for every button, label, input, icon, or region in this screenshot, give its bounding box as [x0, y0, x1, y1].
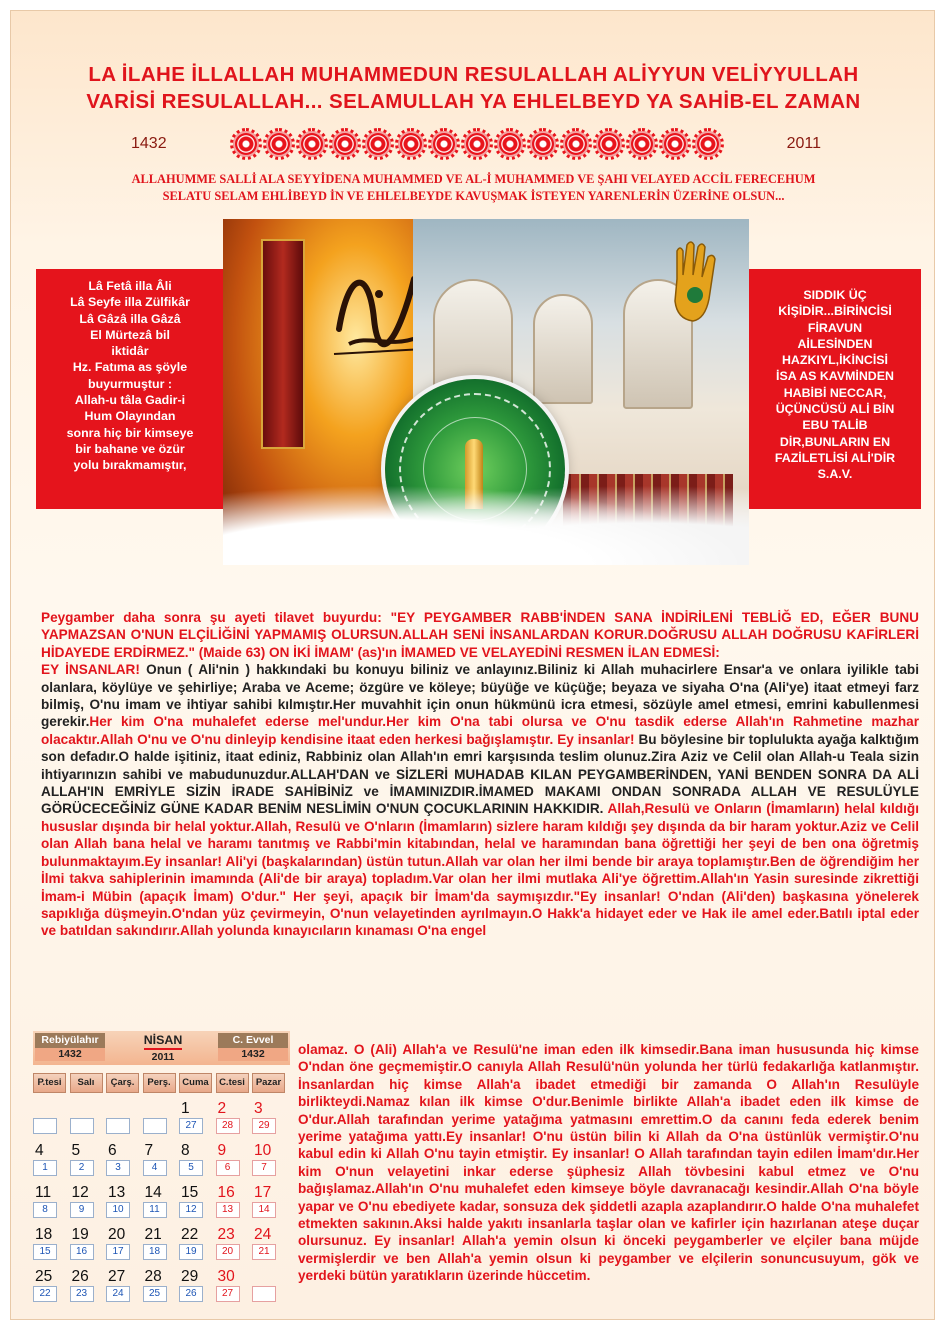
- calendar-month: NİSAN: [143, 1033, 183, 1047]
- gregorian-day: 21: [144, 1226, 162, 1243]
- hijri-day: 25: [143, 1286, 167, 1302]
- rosette-icon: [299, 131, 325, 157]
- hijri-day: 29: [252, 1118, 276, 1134]
- hijri-year-left: 1432: [35, 1048, 105, 1061]
- calendar-day-cell: [216, 1100, 249, 1135]
- gregorian-day: 14: [144, 1184, 162, 1201]
- calendar-day-cell: [179, 1184, 212, 1219]
- gregorian-day: 16: [217, 1184, 235, 1201]
- rosette-icon: [365, 131, 391, 157]
- text-para-2: Her kim O'na muhalefet ederse mel'undur.Her kim O'na tabi olursa ve O'nu tasdik ederse Allah'ın Rahmetine mazhar olacaktır.Allah O'nu ve O'nu dinleyip kendisine itaat eden herkesi bağışlamıştır. Ey insanlar!: [41, 714, 919, 747]
- gregorian-day: 10: [254, 1142, 272, 1159]
- rosette-icon: [662, 131, 688, 157]
- gregorian-day: 24: [254, 1226, 272, 1243]
- hijri-day: 4: [143, 1160, 167, 1176]
- hijri-day: 22: [33, 1286, 57, 1302]
- calendar-day-cell: [216, 1142, 249, 1177]
- hijri-day: 8: [33, 1202, 57, 1218]
- calendar-day-cell: [106, 1226, 139, 1261]
- gregorian-day: 18: [35, 1226, 53, 1243]
- gregorian-day: 23: [217, 1226, 235, 1243]
- rosette-icon: [596, 131, 622, 157]
- right-quote-line: FAZİLETLİSİ ALİ'DİR: [774, 450, 896, 465]
- weekday-label: Çarş.: [106, 1073, 139, 1093]
- right-quote-line: S.A.V.: [817, 467, 853, 482]
- calendar-day-cell: [252, 1142, 285, 1177]
- year-hijri: 1432: [131, 135, 167, 152]
- right-quote-line: KİŞİDİR...BİRİNCİSİ: [778, 304, 892, 319]
- gregorian-day: 12: [71, 1184, 89, 1201]
- hijri-day: 11: [143, 1202, 167, 1218]
- gregorian-day: 1: [181, 1100, 190, 1117]
- left-quote-line: Allah-u tâla Gadir-i: [74, 393, 186, 408]
- hijri-day: 16: [70, 1244, 94, 1260]
- main-text: [41, 609, 919, 940]
- hijri-month-right: C. Evvel: [218, 1033, 288, 1048]
- rosette-icon: [398, 131, 424, 157]
- calendar-day-cell: [33, 1142, 66, 1177]
- calendar-day-cell: [106, 1268, 139, 1303]
- calendar-day-cell: [70, 1100, 103, 1135]
- hijri-month-left: Rebiyülahır: [35, 1033, 105, 1048]
- gregorian-day: 13: [108, 1184, 126, 1201]
- weekday-label: Pazar: [252, 1073, 285, 1093]
- weekday-label: C.tesi: [216, 1073, 249, 1093]
- right-quote-line: ÜÇÜNCÜSÜ ALİ BİN: [775, 402, 895, 417]
- hijri-day: 27: [179, 1118, 203, 1134]
- gregorian-day: 11: [35, 1184, 52, 1201]
- hijri-day: 17: [106, 1244, 130, 1260]
- gregorian-day: 3: [254, 1100, 263, 1117]
- text-para-4: Allah,Resulü ve Onların (İmamların) helal kıldığı hususlar dışında bir helal yoktur.Allah, Resulü ve O'nların (İmamların) sizlere haram kıldığı şey dışında da bir haram yoktur.Aziz ve Celil olan Allah bana helal ve haramı tanıtmış ve Rabbi'min kitabından, helal ve haramından bana öğrettiği her şeyi de ben ona öğretmiş bulunmaktayım.Ey insanlar! Ali'yi (başkalarından) üstün tutun.Allah var olan her ilmi bende bir araya toplamıştır.Ben de öğrendiğim her İlmi takva sahiplerinin imamında (Ali'de bir araya) topladım.Var olan her ilmi mutlaka Ali'ye öğrettim.Allah'ın Yasin suresinde zikrettiği İmam-i Mübin (apaçık İmam) O'dur." Her şeyi, apaçık bir İmam'da saymışızdır."Ey insanlar! O'ndan (Ali'den) başkasına yönelerek sapıklığa düşmeyin.O'ndan yüz çevirmeyin, O'nun velayetinden ayrılmayın.O Hakk'a hidayet eder ve Hak ile amel eder.Batılı iptal eder ve batıldan sakındırır.Allah yolunda kınayıcıların kınaması O'na engel: [41, 801, 919, 939]
- text-para-1: Onun ( Ali'nin ) hakkındaki bu konuyu biliniz ve anlayınız.Biliniz ki Allah muhacirlere Ensar'a ve onlara iyilikle tabi olanlara, köylüye ve şehirliye; Araba ve Aceme; özgüre ve köleye; büyüğe ve küçüğe; beyaza ve siyaha O'na (Ali'ye) itaat etmeyi farz bilmiş, O'nu imam ve ihtiyar sahibi kılmıştır.Her muvahhit için onun hükmünü icra etmesi, sözüyle amel etmesi, emrini kabullenmesi gerekir.: [41, 662, 920, 730]
- right-quote-line: EBU TALİB: [802, 418, 868, 433]
- calendar-day-cell: [70, 1142, 103, 1177]
- hijri-day: 14: [252, 1202, 276, 1218]
- gregorian-day: 2: [217, 1100, 227, 1117]
- calendar-april-2011: [33, 1031, 290, 1316]
- rosette-icon: [266, 131, 292, 157]
- right-quote-line: HAZKIYL,İKİNCİSİ: [781, 353, 888, 368]
- left-quote-line: bir bahane ve özür: [75, 441, 185, 456]
- year-gregorian: 2011: [786, 135, 821, 152]
- hijri-day: 12: [179, 1202, 203, 1218]
- right-quote-line: İSA AS KAVMİNDEN: [776, 369, 894, 384]
- gregorian-day: 9: [217, 1142, 227, 1159]
- calendar-day-cell: [143, 1226, 176, 1261]
- hijri-day: 23: [70, 1286, 94, 1302]
- right-quote-line: HABİBİ NECCAR,: [783, 385, 887, 400]
- gregorian-day: 19: [71, 1226, 89, 1243]
- calendar-day-cell: [33, 1226, 66, 1261]
- calendar-day-cell: [252, 1268, 285, 1303]
- calendar-header: [33, 1031, 290, 1065]
- calendar-grid: [33, 1100, 290, 1303]
- gregorian-day: 29: [181, 1268, 199, 1285]
- gregorian-day: 17: [254, 1184, 272, 1201]
- subtitle: [11, 171, 936, 205]
- gregorian-day: 28: [144, 1268, 162, 1285]
- left-quote-line: Hz. Fatıma as şöyle: [72, 360, 188, 375]
- calendar-day-cell: [179, 1268, 212, 1303]
- left-quote-line: Lâ Gâzâ illa Gâzâ: [79, 311, 181, 326]
- calendar-day-cell: [252, 1184, 285, 1219]
- hijri-day: 10: [106, 1202, 130, 1218]
- rosette-icon: [695, 131, 721, 157]
- left-quote-line: Lâ Fetâ illa Âli: [88, 279, 172, 293]
- rosette-icon: [497, 131, 523, 157]
- header-line-1: LA İLAHE İLLALLAH MUHAMMEDUN RESULALLAH ALİYYUN VELİYYULLAH: [88, 63, 859, 86]
- hijri-day: 19: [179, 1244, 203, 1260]
- poster-page: [10, 10, 935, 1320]
- calendar-day-cell: [106, 1142, 139, 1177]
- gregorian-day: 25: [35, 1268, 53, 1285]
- calendar-day-cell: [143, 1268, 176, 1303]
- left-quote-line: iktidâr: [111, 344, 149, 359]
- gregorian-day: 20: [108, 1226, 126, 1243]
- hijri-day: 20: [216, 1244, 240, 1260]
- rosette-ornaments: [233, 131, 721, 157]
- subtitle-line-2: SELATU SELAM EHLİBEYD İN VE EHLELBEYDE KAVUŞMAK İSTEYEN YARENLERİN ÜZERİNE OLSUN...: [162, 189, 785, 203]
- text-para-3: Bu böylesine bir toplulukta ayağa kalktığım son defadır.O halde işitiniz, itaat ediniz, Rabbiniz olan Allah'ın emri karşısında teslim olunuz.Zira Aziz ve Celil olan Allah-u Teala sizin ihtiyarınızın sahibi ve mabudunuzdur.ALLAH'DAN ve SİZLERİ MUHADAB KILAN PEYGAMBERİNDEN, YANİ BENDEN SONRA DA ALİ ALLAH'IN EMRİYLE SİZİN İRADE SAHİBİNİZ ve İMAMINIZDIR.İMAMED MAKAMI ONDAN SONRADA ALLAH VE RESULÜYLE GÖRÜCECEĞİNİZ GÜNE KADAR BENİM NESLİMİN O'NUN ÇOCUKLARININ HAKKIDIR.: [41, 731, 919, 817]
- calendar-day-cell: [216, 1184, 249, 1219]
- hamsa-hand-icon: [665, 239, 725, 329]
- calendar-day-cell: [33, 1184, 66, 1219]
- hijri-day: 7: [252, 1160, 276, 1176]
- right-quote-line: FİRAVUN: [807, 320, 863, 335]
- calendar-day-cell: [33, 1268, 66, 1303]
- weekday-label: Perş.: [143, 1073, 176, 1093]
- hijri-day: 3: [106, 1160, 130, 1176]
- calendar-day-cell: [106, 1100, 139, 1135]
- left-quote-line: buyurmuştur :: [88, 376, 172, 391]
- calendar-day-cell: [70, 1226, 103, 1261]
- hijri-day: 28: [216, 1118, 240, 1134]
- right-quote-line: DİR,BUNLARIN EN: [779, 434, 891, 449]
- hijri-day: 9: [70, 1202, 94, 1218]
- hijri-day: 21: [252, 1244, 276, 1260]
- text-verse-intro: Peygamber daha sonra şu ayeti tilavet buyurdu: "EY PEYGAMBER RABB'İNDEN SANA İNDİRİLENİ TEBLİĞ ED, EĞER BUNU YAPMAZSAN O'NUN ELÇİLİĞİNİ YAPMAMIŞ OLURSUN.ALLAH SENİ İNSANLARDAN KORUR.DOĞRUSU ALLAH DOĞRUSU KAFİRLERİ HİDAYEDE ERDİRMEZ." (Maide 63) ON İKİ İMAM' (as)'ın İMAMED VE VELAYEDİNİ RESMEN İLAN EDMESİ:: [41, 610, 919, 660]
- hijri-day: 2: [70, 1160, 94, 1176]
- header-line-2: VARİSİ RESULALLAH... SELAMULLAH YA EHLELBEYD YA SAHİB-EL ZAMAN: [86, 90, 861, 113]
- gregorian-day: 8: [181, 1142, 190, 1159]
- calendar-year: 2011: [144, 1048, 183, 1065]
- hijri-day: 1: [33, 1160, 57, 1176]
- rosette-icon: [431, 131, 457, 157]
- weekday-label: P.tesi: [33, 1073, 66, 1093]
- hijri-day: 24: [106, 1286, 130, 1302]
- gregorian-day: 7: [144, 1142, 154, 1159]
- calendar-day-cell: [143, 1142, 176, 1177]
- rosette-icon: [464, 131, 490, 157]
- rosette-icon: [629, 131, 655, 157]
- calendar-day-cell: [252, 1100, 285, 1135]
- calendar-day-cell: [143, 1100, 176, 1135]
- left-quote-box: [36, 269, 224, 509]
- header-title: [11, 61, 936, 115]
- gregorian-day: 30: [217, 1268, 235, 1285]
- hijri-day: 18: [143, 1244, 167, 1260]
- hijri-year-right: 1432: [218, 1048, 288, 1061]
- hijri-day: [252, 1286, 276, 1302]
- calendar-day-cell: [106, 1184, 139, 1219]
- weekday-label: Salı: [70, 1073, 103, 1093]
- hijri-day: 15: [33, 1244, 57, 1260]
- right-quote-box: [749, 269, 921, 509]
- gregorian-day: 4: [35, 1142, 44, 1159]
- left-quote-line: El Mürtezâ bil: [90, 327, 170, 342]
- hijri-day: [143, 1118, 167, 1134]
- religious-collage-image: [223, 219, 749, 565]
- calendar-day-cell: [179, 1100, 212, 1135]
- calendar-day-cell: [70, 1268, 103, 1303]
- hijri-day: 26: [179, 1286, 203, 1302]
- calendar-day-cell: [216, 1268, 249, 1303]
- calendar-day-cell: [143, 1184, 176, 1219]
- left-quote-line: yolu bırakmamıştır,: [73, 458, 187, 473]
- calendar-day-cell: [179, 1226, 212, 1261]
- text-ey-insanlar: EY İNSANLAR!: [41, 662, 147, 678]
- clouds: [223, 485, 749, 565]
- rosette-icon: [332, 131, 358, 157]
- subtitle-line-1: ALLAHUMME SALLİ ALA SEYYİDENA MUHAMMED VE AL-İ MUHAMMED VE ŞAHI VELAYED ACCİL FERECEHUM: [131, 172, 816, 186]
- hijri-day: 5: [179, 1160, 203, 1176]
- text-continued: olamaz. O (Ali) Allah'a ve Resulü'ne iman eden ilk kimsedir.Bana iman hususunda hiç kimse O'ndan öne geçmemiştir.O canıyla Allah Resulü'nün yolunda her türlü fedakarlığa katlanmıştır. İnsanlardan hiç kimse Allah'a ibadet etmediği bir zamanda O Allah'ın Resulüyle birlikteydi.Namaz kılan ilk kimse O'dur.Benimle birlikte Allah'a ibadet eden ilk kimse de O'dur.Allah tarafından yerime yatağıma yatmasını emrettim.O da canını feda ederek benim yerime yatağıma yattı.Ey insanlar! O'nu üstün bilin ki Allah da O'na üstünlük vermiştir.O'nu kabul edin ki Allah O'nu tayin etmiştir. Ey insanlar! O Allah tarafından tayin edilen İmam'dır.Her kim O'nun velayetini inkar ederse şüphesiz Allah tövbesini kabul etmez ve O'nu bağışlamaz.Allah'ın O'nu muhalefet eden kimseye böyle davranacağı kesindir.Allah O'na böyle yapar ve O'nu ebediyete kadar, sonsuza dek şiddetli azapla azaplandırır.O halde O'na muhalefet etmekten sakının.Aksi halde yakıtı insanlarla taşlar olan ve kafirler için hazırlanan ateşe duçar olursunuz. Ey insanlar! Allah'a yemin olsun ki önceki peygamberler ve elçiler bana müjde vermişlerdir ve ben Allah'a yemin olsun ki peygamber ve elçilerin sonuncusuyum, gök ve yerdeki bütün yaratıkların üzerinde hüccetim.: [298, 1042, 919, 1284]
- gregorian-day: 5: [71, 1142, 81, 1159]
- weekday-label: Cuma: [179, 1073, 212, 1093]
- hijri-day: [33, 1118, 57, 1134]
- calendar-day-cell: [33, 1100, 66, 1135]
- gregorian-day: 26: [71, 1268, 89, 1285]
- gregorian-day: 22: [181, 1226, 199, 1243]
- weekday-header: [33, 1073, 290, 1093]
- gregorian-day: 6: [108, 1142, 117, 1159]
- left-quote-line: Hum Olayından: [84, 409, 176, 424]
- hijri-day: [70, 1118, 94, 1134]
- gregorian-day: 27: [108, 1268, 126, 1285]
- hijri-day: [106, 1118, 130, 1134]
- rosette-icon: [233, 131, 259, 157]
- left-quote-line: sonra hiç bir kimseye: [66, 425, 194, 440]
- hijri-day: 6: [216, 1160, 240, 1176]
- hijri-day: 13: [216, 1202, 240, 1218]
- rosette-icon: [563, 131, 589, 157]
- hijri-day: 27: [216, 1286, 240, 1302]
- calendar-day-cell: [70, 1184, 103, 1219]
- calendar-day-cell: [216, 1226, 249, 1261]
- arch-center: [533, 294, 593, 404]
- right-quote-line: AİLESİNDEN: [797, 336, 873, 351]
- gregorian-day: 15: [181, 1184, 199, 1201]
- left-quote-line: Lâ Seyfe illa Zülfikâr: [70, 295, 190, 310]
- calendar-day-cell: [252, 1226, 285, 1261]
- calendar-day-cell: [179, 1142, 212, 1177]
- rosette-icon: [530, 131, 556, 157]
- rosette-row: [131, 129, 821, 159]
- banner-flag-icon: [261, 239, 305, 449]
- right-quote-line: SIDDIK ÜÇ: [803, 288, 867, 302]
